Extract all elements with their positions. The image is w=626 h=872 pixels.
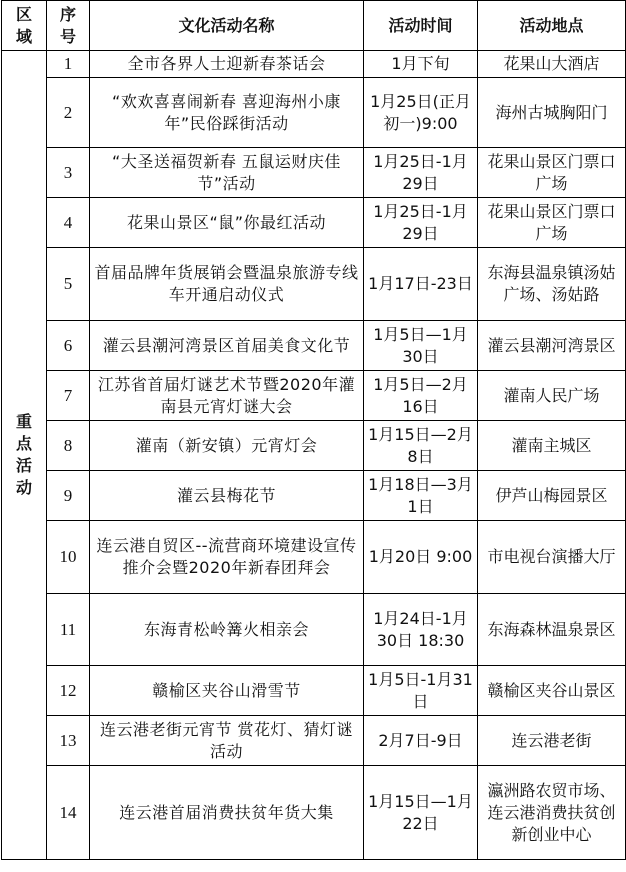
- row-seq: 2: [47, 78, 90, 148]
- row-name: 花果山景区“鼠”你最红活动: [90, 198, 364, 248]
- table-row: [2, 666, 626, 716]
- row-seq: 14: [47, 766, 90, 860]
- row-seq: 8: [47, 421, 90, 471]
- row-seq: 1: [47, 51, 90, 78]
- row-name: 东海青松岭篝火相亲会: [90, 594, 364, 666]
- row-name: “欢欢喜喜闹新春 喜迎海州小康年”民俗踩街活动: [90, 78, 364, 148]
- row-name: 全市各界人士迎新春茶话会: [90, 51, 364, 78]
- row-name: “大圣送福贺新春 五鼠运财庆佳节”活动: [90, 148, 364, 198]
- header-row: [2, 1, 626, 51]
- header-time: 活动时间: [364, 1, 478, 51]
- table-row: [2, 148, 626, 198]
- row-seq: 13: [47, 716, 90, 766]
- table-row: [2, 594, 626, 666]
- row-name: 灌云县潮河湾景区首届美食文化节: [90, 321, 364, 371]
- table-row: [2, 421, 626, 471]
- row-seq: 9: [47, 471, 90, 521]
- row-time: 1月5日-1月31日: [364, 666, 478, 716]
- row-time: 1月5日—2月16日: [364, 371, 478, 421]
- row-place: 东海县温泉镇汤姑广场、汤姑路: [478, 248, 626, 321]
- table-row: [2, 248, 626, 321]
- row-place: 花果山大酒店: [478, 51, 626, 78]
- table-row: [2, 321, 626, 371]
- table-row: [2, 766, 626, 860]
- row-seq: 5: [47, 248, 90, 321]
- header-seq: 序号: [47, 1, 90, 51]
- row-seq: 10: [47, 521, 90, 594]
- row-place: 灌南人民广场: [478, 371, 626, 421]
- row-seq: 6: [47, 321, 90, 371]
- row-seq: 12: [47, 666, 90, 716]
- row-name: 首届品牌年货展销会暨温泉旅游专线车开通启动仪式: [90, 248, 364, 321]
- row-time: 2月7日-9日: [364, 716, 478, 766]
- row-place: 市电视台演播大厅: [478, 521, 626, 594]
- row-place: 灌云县潮河湾景区: [478, 321, 626, 371]
- row-time: 1月15日—1月22日: [364, 766, 478, 860]
- row-time: 1月17日-23日: [364, 248, 478, 321]
- row-place: 赣榆区夹谷山景区: [478, 666, 626, 716]
- row-seq: 7: [47, 371, 90, 421]
- row-place: 花果山景区门票口广场: [478, 198, 626, 248]
- row-place: 灌南主城区: [478, 421, 626, 471]
- row-name: 连云港自贸区--流营商环境建设宣传推介会暨2020年新春团拜会: [90, 521, 364, 594]
- row-time: 1月5日—1月30日: [364, 321, 478, 371]
- row-seq: 11: [47, 594, 90, 666]
- row-time: 1月25日-1月29日: [364, 148, 478, 198]
- row-seq: 4: [47, 198, 90, 248]
- table-row: [2, 471, 626, 521]
- row-name: 赣榆区夹谷山滑雪节: [90, 666, 364, 716]
- row-seq: 3: [47, 148, 90, 198]
- table-row: [2, 198, 626, 248]
- table-row: [2, 78, 626, 148]
- table-row: [2, 521, 626, 594]
- row-name: 连云港老街元宵节 赏花灯、猜灯谜活动: [90, 716, 364, 766]
- row-name: 灌云县梅花节: [90, 471, 364, 521]
- row-time: 1月20日 9:00: [364, 521, 478, 594]
- header-region: 区域: [2, 1, 47, 51]
- row-time: 1月18日—3月1日: [364, 471, 478, 521]
- row-name: 连云港首届消费扶贫年货大集: [90, 766, 364, 860]
- row-name: 灌南（新安镇）元宵灯会: [90, 421, 364, 471]
- header-place: 活动地点: [478, 1, 626, 51]
- table-row: [2, 51, 626, 78]
- activity-table: [1, 0, 626, 860]
- row-place: 连云港老街: [478, 716, 626, 766]
- row-place: 东海森林温泉景区: [478, 594, 626, 666]
- row-place: 海州古城胸阳门: [478, 78, 626, 148]
- row-time: 1月15日—2月8日: [364, 421, 478, 471]
- row-time: 1月下旬: [364, 51, 478, 78]
- row-place: 伊芦山梅园景区: [478, 471, 626, 521]
- row-time: 1月25日(正月初一)9:00: [364, 78, 478, 148]
- table-row: [2, 371, 626, 421]
- row-place: 瀛洲路农贸市场、连云港消费扶贫创新创业中心: [478, 766, 626, 860]
- region-cell: 重点活动: [2, 51, 47, 860]
- table-row: [2, 716, 626, 766]
- row-name: 江苏省首届灯谜艺术节暨2020年灌南县元宵灯谜大会: [90, 371, 364, 421]
- row-time: 1月24日-1月30日 18:30: [364, 594, 478, 666]
- row-time: 1月25日-1月29日: [364, 198, 478, 248]
- row-place: 花果山景区门票口广场: [478, 148, 626, 198]
- header-name: 文化活动名称: [90, 1, 364, 51]
